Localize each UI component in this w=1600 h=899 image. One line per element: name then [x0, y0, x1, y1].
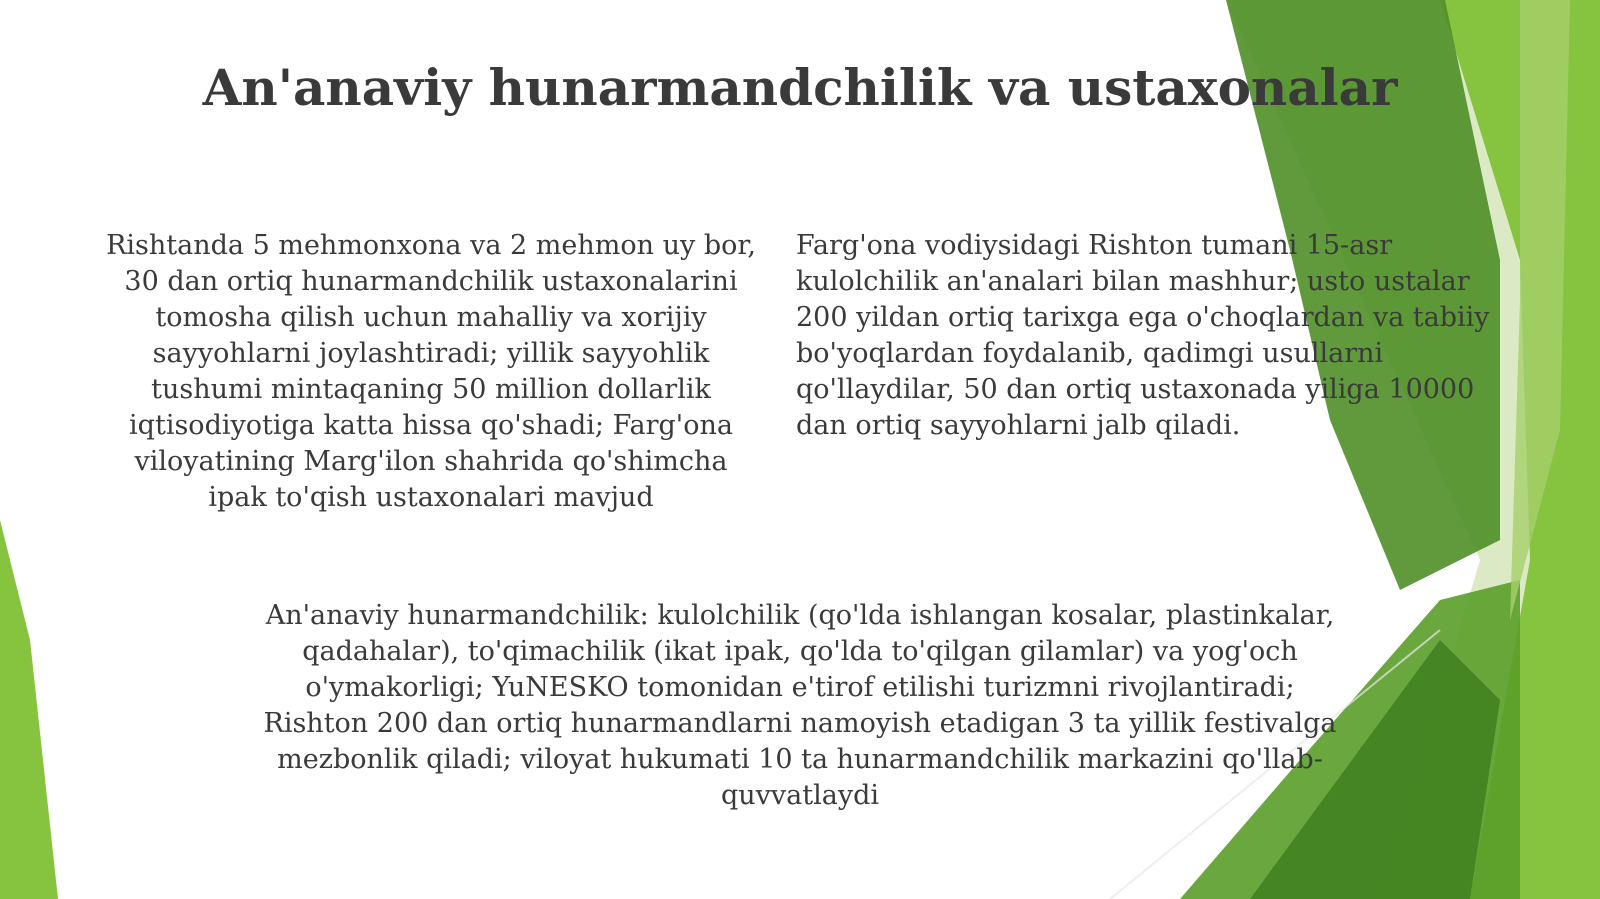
bottom-text-block: An'anaviy hunarmandchilik: kulolchilik (qo'lda ishlangan kosalar, plastinkalar, qadahalar), to'qimachilik (ikat ipak, qo'lda to'qilgan gilamlar) va yog'och o'ymakorligi; YuNESKO tomonidan e'tirof etilishi turizmni rivojlantiradi; Rishton 200 dan ortiq hunarmandlarni namoyish etadigan 3 ta yillik festivalga mezbonlik qiladi; viloyat hukumati 10 ta hunarmandchilik markazini qo'llab-quvvatlaydi: [263, 600, 1337, 811]
left-text-block: Rishtanda 5 mehmonxona va 2 mehmon uy bor, 30 dan ortiq hunarmandchilik ustaxonalarini tomosha qilish uchun mahalliy va xorijiy sayyohlarni joylashtiradi; yillik sayyohlik tushumi mintaqaning 50 million dollarlik iqtisodiyotiga katta hissa qo'shadi; Farg'ona viloyatining Marg'ilon shahrida qo'shimcha ipak to'qish ustaxonalari mavjud: [106, 230, 756, 513]
slide-title: An'anaviy hunarmandchilik va ustaxonalar: [202, 58, 1398, 117]
right-text-block: Farg'ona vodiysidagi Rishton tumani 15-asr kulolchilik an'analari bilan mashhur; usto ustalar 200 yildan ortiq tarixga ega o'choqlardan va tabiiy bo'yoqlardan foydalanib, qadimgi usullarni qo'llaydilar, 50 dan ortiq ustaxonada yiliga 10000 dan ortiq sayyohlarni jalb qiladi.: [796, 230, 1490, 441]
left-green-shape: [0, 520, 58, 899]
